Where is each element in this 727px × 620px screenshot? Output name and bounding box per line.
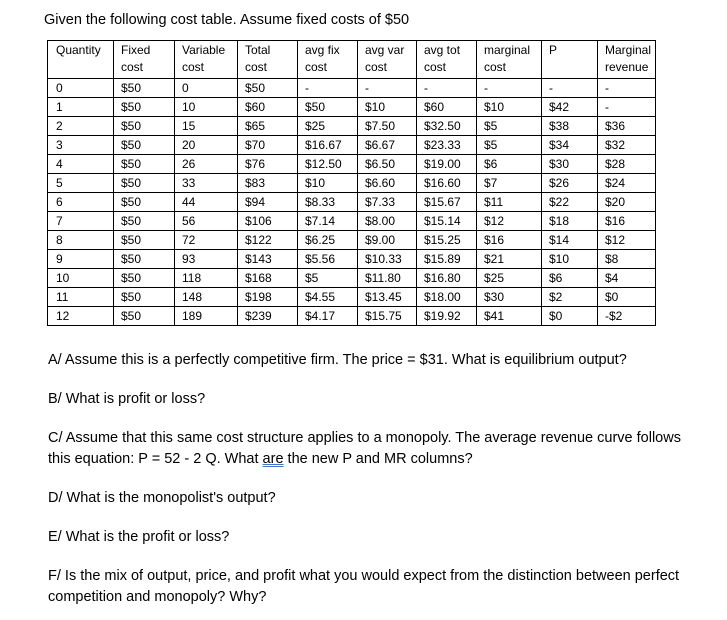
table-row xyxy=(48,288,656,307)
table-cell: $5.56 xyxy=(298,250,358,269)
table-cell: - xyxy=(598,79,656,98)
column-header-line: marginal xyxy=(484,43,531,57)
table-row xyxy=(48,231,656,250)
table-cell: $83 xyxy=(238,174,298,193)
table-cell: $8.00 xyxy=(358,212,417,231)
table-cell: $50 xyxy=(114,288,175,307)
question-d: D/ What is the monopolist's output? xyxy=(48,490,276,506)
question-a: A/ Assume this is a perfectly competitive firm. The price = $31. What is equilibrium output? xyxy=(48,352,627,368)
table-cell: 0 xyxy=(175,79,238,98)
table-cell: $4.55 xyxy=(298,288,358,307)
table-cell: 9 xyxy=(48,250,114,269)
column-header xyxy=(358,41,417,79)
table-row xyxy=(48,269,656,288)
table-cell: $106 xyxy=(238,212,298,231)
cost-table xyxy=(47,40,656,326)
table-cell: $16 xyxy=(477,231,542,250)
questions xyxy=(48,350,688,620)
table-cell: $50 xyxy=(114,307,175,326)
table-cell: $13.45 xyxy=(358,288,417,307)
table-row xyxy=(48,193,656,212)
column-header xyxy=(114,41,175,79)
table-cell: $10 xyxy=(358,98,417,117)
question-c-text-start: C/ Assume that this same cost structure applies to a monopoly. The average revenue curve follows this equation: P = 52 - 2 Q. What xyxy=(48,430,681,467)
table-cell: $50 xyxy=(114,155,175,174)
table-cell: $5 xyxy=(477,117,542,136)
table-cell: 10 xyxy=(48,269,114,288)
table-cell: $6.67 xyxy=(358,136,417,155)
table-cell: $16.67 xyxy=(298,136,358,155)
table-cell: $50 xyxy=(114,212,175,231)
column-header-line: Quantity xyxy=(56,43,101,57)
table-cell: $50 xyxy=(114,98,175,117)
table-cell: 20 xyxy=(175,136,238,155)
cost-table-body xyxy=(48,79,656,326)
table-cell: $34 xyxy=(542,136,598,155)
table-row xyxy=(48,174,656,193)
table-cell: $26 xyxy=(542,174,598,193)
table-row xyxy=(48,250,656,269)
column-header-line: avg var xyxy=(365,43,405,57)
table-cell: 5 xyxy=(48,174,114,193)
table-cell: $10 xyxy=(298,174,358,193)
table-cell: 2 xyxy=(48,117,114,136)
table-cell: $7.33 xyxy=(358,193,417,212)
table-cell: 10 xyxy=(175,98,238,117)
table-cell: 118 xyxy=(175,269,238,288)
table-cell: $19.92 xyxy=(417,307,477,326)
table-cell: 56 xyxy=(175,212,238,231)
table-cell: $10 xyxy=(477,98,542,117)
table-cell: $6 xyxy=(477,155,542,174)
table-cell: $198 xyxy=(238,288,298,307)
question-c xyxy=(48,428,688,470)
table-cell: $50 xyxy=(298,98,358,117)
table-cell: 33 xyxy=(175,174,238,193)
table-cell: $65 xyxy=(238,117,298,136)
table-cell: -$2 xyxy=(598,307,656,326)
table-cell: 6 xyxy=(48,193,114,212)
table-cell: $50 xyxy=(114,136,175,155)
table-cell: - xyxy=(598,98,656,117)
table-cell: $168 xyxy=(238,269,298,288)
table-cell: $18 xyxy=(542,212,598,231)
table-cell: $239 xyxy=(238,307,298,326)
table-cell: $15.14 xyxy=(417,212,477,231)
table-row xyxy=(48,98,656,117)
cost-table-header xyxy=(48,41,656,79)
table-cell: $7.14 xyxy=(298,212,358,231)
table-cell: - xyxy=(298,79,358,98)
column-header-line: Fixed xyxy=(121,43,151,57)
table-cell: $70 xyxy=(238,136,298,155)
question-c-flagged-word: are xyxy=(262,451,284,467)
column-header-line: Marginal xyxy=(605,43,652,57)
table-cell: $50 xyxy=(114,79,175,98)
table-cell: $9.00 xyxy=(358,231,417,250)
table-cell: $16 xyxy=(598,212,656,231)
table-cell: $60 xyxy=(238,98,298,117)
table-cell: $19.00 xyxy=(417,155,477,174)
table-cell: $24 xyxy=(598,174,656,193)
page-title: Given the following cost table. Assume fixed costs of $50 xyxy=(44,12,410,28)
table-cell: $50 xyxy=(114,174,175,193)
table-cell: $50 xyxy=(114,117,175,136)
table-cell: $50 xyxy=(114,193,175,212)
question-f: F/ Is the mix of output, price, and profit what you would expect from the distinction between perfect competition and monopoly? Why? xyxy=(48,568,680,605)
table-cell: $7.50 xyxy=(358,117,417,136)
table-cell: $4.17 xyxy=(298,307,358,326)
column-header xyxy=(298,41,358,79)
table-cell: 0 xyxy=(48,79,114,98)
table-cell: $94 xyxy=(238,193,298,212)
column-header xyxy=(175,41,238,79)
table-cell: $11.80 xyxy=(358,269,417,288)
table-cell: $12.50 xyxy=(298,155,358,174)
column-header-line: cost xyxy=(245,60,268,74)
table-cell: - xyxy=(477,79,542,98)
table-cell: $38 xyxy=(542,117,598,136)
table-cell: $0 xyxy=(598,288,656,307)
table-cell: $25 xyxy=(298,117,358,136)
table-cell: $6 xyxy=(542,269,598,288)
question-b: B/ What is profit or loss? xyxy=(48,391,206,407)
table-cell: $6.25 xyxy=(298,231,358,250)
table-cell: 93 xyxy=(175,250,238,269)
column-header-line: cost xyxy=(484,60,507,74)
column-header-line: revenue xyxy=(605,60,649,74)
table-cell: $8.33 xyxy=(298,193,358,212)
table-cell: $12 xyxy=(598,231,656,250)
table-cell: $21 xyxy=(477,250,542,269)
column-header xyxy=(238,41,298,79)
column-header-line: P xyxy=(549,43,558,57)
table-row xyxy=(48,117,656,136)
column-header-line: Total xyxy=(245,43,271,57)
table-cell: 3 xyxy=(48,136,114,155)
table-cell: $10.33 xyxy=(358,250,417,269)
column-header-line: cost xyxy=(365,60,388,74)
table-cell: 7 xyxy=(48,212,114,231)
table-cell: $41 xyxy=(477,307,542,326)
column-header xyxy=(477,41,542,79)
table-cell: $60 xyxy=(417,98,477,117)
table-cell: $32.50 xyxy=(417,117,477,136)
table-cell: $7 xyxy=(477,174,542,193)
table-cell: $22 xyxy=(542,193,598,212)
column-header-line: avg tot xyxy=(424,43,461,57)
table-cell: 12 xyxy=(48,307,114,326)
table-cell: 1 xyxy=(48,98,114,117)
table-cell: $0 xyxy=(542,307,598,326)
table-cell: $36 xyxy=(598,117,656,136)
table-cell: $50 xyxy=(114,269,175,288)
table-cell: $50 xyxy=(114,250,175,269)
table-cell: 72 xyxy=(175,231,238,250)
column-header xyxy=(598,41,656,79)
column-header xyxy=(417,41,477,79)
table-cell: 15 xyxy=(175,117,238,136)
column-header-line: cost xyxy=(424,60,447,74)
table-cell: 148 xyxy=(175,288,238,307)
column-header-line: cost xyxy=(182,60,205,74)
table-cell: $4 xyxy=(598,269,656,288)
table-cell: $32 xyxy=(598,136,656,155)
table-cell: $122 xyxy=(238,231,298,250)
table-cell: $5 xyxy=(298,269,358,288)
table-cell: $28 xyxy=(598,155,656,174)
table-cell: $25 xyxy=(477,269,542,288)
table-row xyxy=(48,307,656,326)
table-cell: 26 xyxy=(175,155,238,174)
table-cell: $15.75 xyxy=(358,307,417,326)
table-cell: $6.60 xyxy=(358,174,417,193)
table-cell: $15.25 xyxy=(417,231,477,250)
column-header xyxy=(542,41,598,79)
question-c-text-end: the new P and MR columns? xyxy=(283,451,473,467)
table-cell: $20 xyxy=(598,193,656,212)
table-cell: $12 xyxy=(477,212,542,231)
table-cell: $15.67 xyxy=(417,193,477,212)
table-cell: $8 xyxy=(598,250,656,269)
column-header xyxy=(48,41,114,79)
table-cell: $16.80 xyxy=(417,269,477,288)
table-cell: - xyxy=(542,79,598,98)
table-cell: 44 xyxy=(175,193,238,212)
table-cell: $30 xyxy=(477,288,542,307)
table-cell: - xyxy=(358,79,417,98)
table-cell: $50 xyxy=(238,79,298,98)
table-cell: $42 xyxy=(542,98,598,117)
question-e: E/ What is the profit or loss? xyxy=(48,529,230,545)
table-row xyxy=(48,212,656,231)
table-cell: $143 xyxy=(238,250,298,269)
table-row xyxy=(48,136,656,155)
column-header-line: Variable xyxy=(182,43,226,57)
table-row xyxy=(48,79,656,98)
table-cell: $23.33 xyxy=(417,136,477,155)
table-cell: $10 xyxy=(542,250,598,269)
table-cell: $14 xyxy=(542,231,598,250)
table-cell: $76 xyxy=(238,155,298,174)
table-cell: 189 xyxy=(175,307,238,326)
column-header-line: cost xyxy=(121,60,144,74)
table-cell: 4 xyxy=(48,155,114,174)
table-cell: $2 xyxy=(542,288,598,307)
header-row xyxy=(48,41,656,79)
table-cell: $18.00 xyxy=(417,288,477,307)
column-header-line: cost xyxy=(305,60,328,74)
table-cell: 8 xyxy=(48,231,114,250)
table-cell: $11 xyxy=(477,193,542,212)
table-cell: 11 xyxy=(48,288,114,307)
table-cell: $16.60 xyxy=(417,174,477,193)
table-cell: $6.50 xyxy=(358,155,417,174)
table-cell: - xyxy=(417,79,477,98)
table-cell: $50 xyxy=(114,231,175,250)
table-row xyxy=(48,155,656,174)
column-header-line: avg fix xyxy=(305,43,340,57)
table-cell: $15.89 xyxy=(417,250,477,269)
table-cell: $30 xyxy=(542,155,598,174)
table-cell: $5 xyxy=(477,136,542,155)
